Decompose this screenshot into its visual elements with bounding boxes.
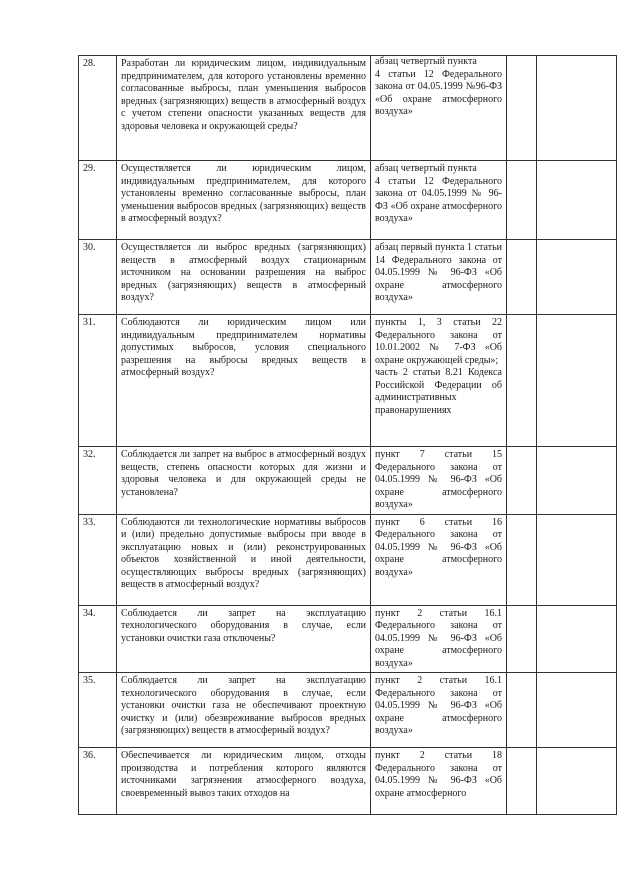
question-cell: Осуществляется ли юридическим лицом, индивидуальным предпринимателем, для которого установлены временно согласованные выбросы, план уменьшения выбросов вредных (загрязняющих) веществ в атмосферный воздух? xyxy=(117,161,371,240)
legal-reference-cell: пункты 1, 3 статьи 22 Федерального закона от 10.01.2002 № 7-ФЗ «Об охране окружающей среды»; часть 2 статьи 8.21 Кодекса Российской Федерации об административных правонарушениях xyxy=(371,315,507,447)
answer-cell xyxy=(507,240,537,315)
table-row xyxy=(79,315,617,447)
question-cell: Соблюдается ли запрет на выброс в атмосферный воздух веществ, степень опасности которых для жизни и здоровья человека и для окружающей среды не установлена? xyxy=(117,447,371,515)
row-number: 33. xyxy=(79,514,117,605)
legal-reference-cell: пункт 2 статьи 16.1 Федерального закона от 04.05.1999 № 96-ФЗ «Об охране атмосферного воздуха» xyxy=(371,605,507,673)
answer-cell xyxy=(507,447,537,515)
answer-cell xyxy=(507,56,537,161)
row-number: 36. xyxy=(79,748,117,815)
note-cell xyxy=(537,161,617,240)
note-cell xyxy=(537,673,617,748)
answer-cell xyxy=(507,673,537,748)
note-cell xyxy=(537,748,617,815)
answer-cell xyxy=(507,514,537,605)
legal-reference-cell: абзац первый пункта 1 статьи 14 Федерального закона от 04.05.1999 № 96-ФЗ «Об охране атмосферного воздуха» xyxy=(371,240,507,315)
table-row xyxy=(79,514,617,605)
row-number: 31. xyxy=(79,315,117,447)
checklist-body xyxy=(79,56,617,815)
table-row xyxy=(79,673,617,748)
table-row xyxy=(79,161,617,240)
note-cell xyxy=(537,514,617,605)
table-row xyxy=(79,240,617,315)
checklist-table xyxy=(78,55,617,815)
note-cell xyxy=(537,315,617,447)
question-cell: Разработан ли юридическим лицом, индивидуальным предпринимателем, для которого установлены временно согласованные выбросы, план уменьшения выбросов вредных (загрязняющих) веществ в атмосферный воздух с учетом степени опасности указанных веществ для здоровья человека и окружающей среды? xyxy=(117,56,371,161)
note-cell xyxy=(537,447,617,515)
note-cell xyxy=(537,56,617,161)
table-row xyxy=(79,447,617,515)
legal-reference-cell: пункт 6 статьи 16 Федерального закона от 04.05.1999 № 96-ФЗ «Об охране атмосферного воздуха» xyxy=(371,514,507,605)
question-cell: Соблюдается ли запрет на эксплуатацию технологического оборудования в случае, если установки очистки газа отключены? xyxy=(117,605,371,673)
row-number: 29. xyxy=(79,161,117,240)
question-cell: Осуществляется ли выброс вредных (загрязняющих) веществ в атмосферный воздух стационарным источником на основании разрешения на выброс вредных (загрязняющих) веществ в атмосферный воздух? xyxy=(117,240,371,315)
note-cell xyxy=(537,240,617,315)
table-row xyxy=(79,748,617,815)
legal-reference-cell: абзац четвертый пункта 4 статьи 12 Федерального закона от 04.05.1999 №96-ФЗ «Об охране атмосферного воздуха» xyxy=(371,56,507,161)
question-cell: Соблюдается ли запрет на эксплуатацию технологического оборудования в случае, если установки очистки газа не обеспечивают проектную очистку и (или) обезвреживание выбросов вредных (загрязняющих) веществ в атмосферный воздух? xyxy=(117,673,371,748)
table-row xyxy=(79,605,617,673)
row-number: 34. xyxy=(79,605,117,673)
answer-cell xyxy=(507,605,537,673)
row-number: 35. xyxy=(79,673,117,748)
legal-reference-cell: абзац четвертый пункта 4 статьи 12 Федерального закона от 04.05.1999 № 96-ФЗ «Об охране атмосферного воздуха» xyxy=(371,161,507,240)
legal-reference-cell: пункт 2 статьи 16.1 Федерального закона от 04.05.1999 № 96-ФЗ «Об охране атмосферного воздуха» xyxy=(371,673,507,748)
answer-cell xyxy=(507,315,537,447)
legal-reference-cell: пункт 7 статьи 15 Федерального закона от 04.05.1999 № 96-ФЗ «Об охране атмосферного воздуха» xyxy=(371,447,507,515)
legal-reference-cell: пункт 2 статьи 18 Федерального закона от 04.05.1999 № 96-ФЗ «Об охране атмосферного xyxy=(371,748,507,815)
answer-cell xyxy=(507,161,537,240)
row-number: 32. xyxy=(79,447,117,515)
row-number: 28. xyxy=(79,56,117,161)
answer-cell xyxy=(507,748,537,815)
table-row xyxy=(79,56,617,161)
question-cell: Обеспечивается ли юридическим лицом, отходы производства и потребления которого являются источниками загрязнения атмосферного воздуха, своевременный вывоз таких отходов на xyxy=(117,748,371,815)
note-cell xyxy=(537,605,617,673)
row-number: 30. xyxy=(79,240,117,315)
question-cell: Соблюдаются ли юридическим лицом или индивидуальным предпринимателем нормативы допустимых выбросов, условия специального разрешения на выбросы вредных веществ в атмосферный воздух? xyxy=(117,315,371,447)
question-cell: Соблюдаются ли технологические нормативы выбросов и (или) предельно допустимые выбросы при вводе в эксплуатацию новых и (или) реконструированных объектов хозяйственной и иной деятельности, осуществляющих выбросы вредных (загрязняющих) веществ в атмосферный воздух? xyxy=(117,514,371,605)
